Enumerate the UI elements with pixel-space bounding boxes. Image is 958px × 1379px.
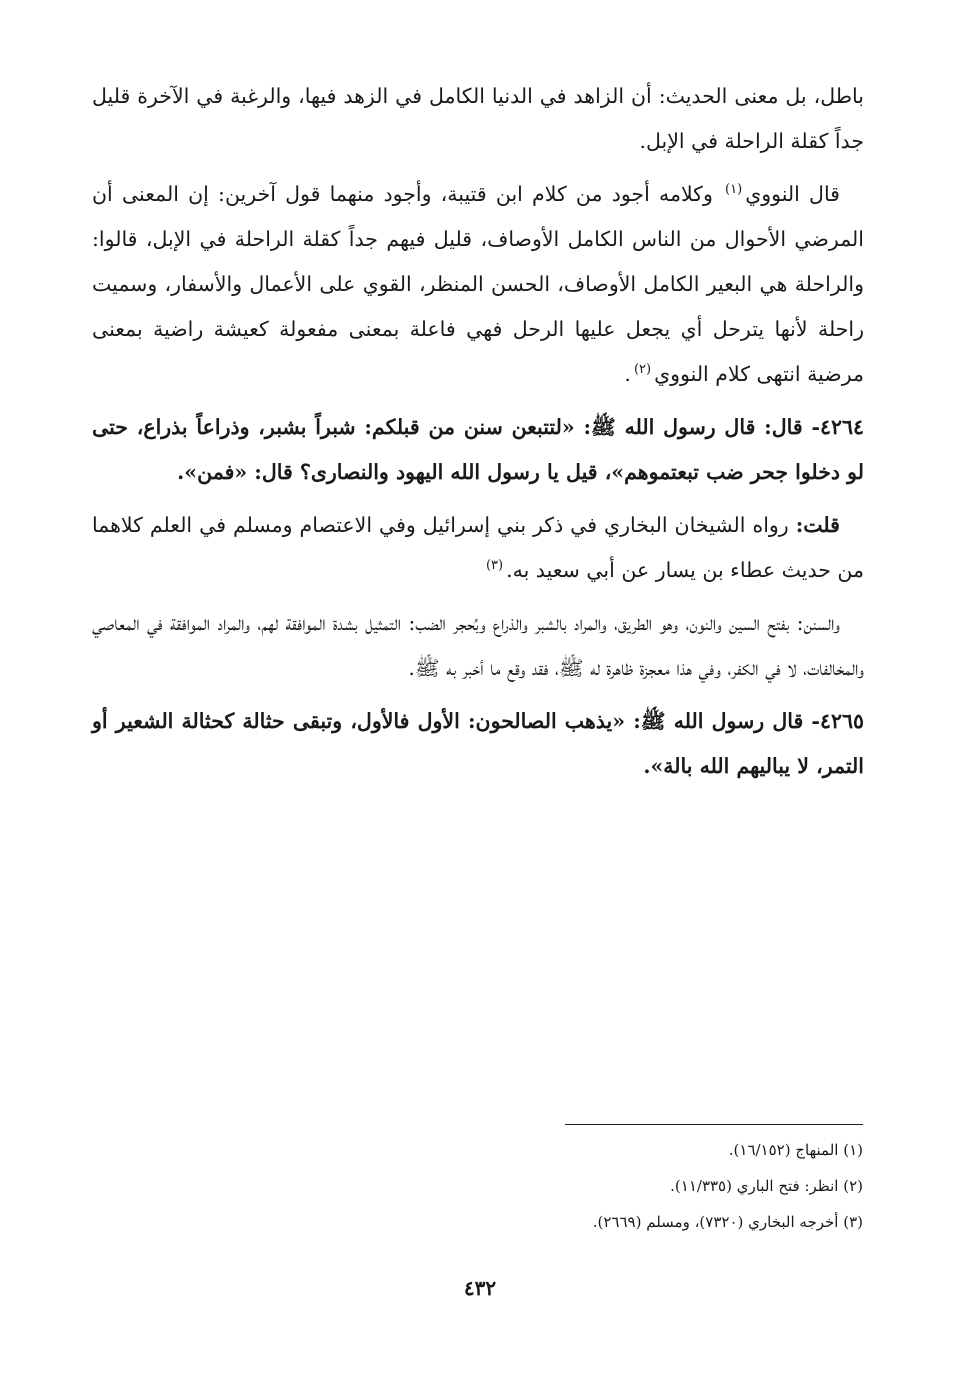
paragraph-5: والسنن: بفتح السين والنون، وهو الطريق، والمراد بالشبر والذراع وبُحجر الضب: التمثيل بشدة الموافقة لهم، والمراد الموافقة في المعاصي والمخالفات، لا في الكفر، وفي هذا معجزة ظاهرة له ﷺ، فقد وقع ما أخبر به ﷺ. [92,611,864,680]
footnote-ref-1[interactable]: (١) [725,182,743,198]
footnote-ref-2[interactable]: (٢) [633,362,652,378]
hadith-4265: ٤٢٦٥- قال رسول الله ﷺ: «يذهب الصالحون: الأول فالأول، وتبقى حثالة كحثالة الشعير أو التمر، لا يباليهم الله بالة». [92,709,864,778]
paragraph-4 [92,503,864,593]
footnote-1: (١) المنهاج (١٦/١٥٢). [728,1141,863,1159]
hadith-4264: ٤٢٦٤- قال: قال رسول الله ﷺ: «لتتبعن سنن من قبلكم: شبراً بشبر، وذراعاً بذراع، حتى لو دخلوا جحر ضب تبعتموهم»، قيل يا رسول الله اليهود والنصارى؟ قال: «فمن». [92,415,864,484]
footnote-2: (٢) انظر: فتح الباري (١١/٣٣٥). [670,1177,863,1195]
page-number: ٤٣٢ [463,1276,497,1300]
paragraph-4-lead: قلت: [795,513,840,537]
paragraph-2 [92,172,864,397]
paragraph-2-body: وكلامه أجود من كلام ابن قتيبة، وأجود منهما قول آخرين: إن المعنى أن المرضي الأحوال من الناس الكامل الأوصاف، قليل فيهم جداً كقلة الراحلة في الإبل، قالوا: والراحلة هي البعير الكامل الأوصاف، الحسن المنظر، القوي على الأعمال والأسفار، وسميت راحلة لأنها يترحل أي يجعل عليها الرحل فهي فاعلة بمعنى مفعولة كعيشة راضية بمعنى مرضية انتهى كلام النووي [92,182,864,386]
footnote-3: (٣) أخرجه البخاري (٧٣٢٠)، ومسلم (٢٦٦٩). [592,1213,863,1231]
paragraph-2-end: . [624,362,631,386]
footnote-divider [565,1124,863,1125]
paragraph-1: باطل، بل معنى الحديث: أن الزاهد في الدنيا الكامل في الزهد فيها، والرغبة في الآخرة قليل جداً كقلة الراحلة في الإبل. [92,84,864,153]
footnotes [300,1132,863,1240]
footnote-ref-3[interactable]: (٣) [485,558,504,574]
page-body [92,74,864,797]
paragraph-2-start: قال النووي [745,182,840,206]
paragraph-4-body: رواه الشيخان البخاري في ذكر بني إسرائيل وفي الاعتصام ومسلم في العلم كلاهما من حديث عطاء بن يسار عن أبي سعيد به. [92,513,864,582]
